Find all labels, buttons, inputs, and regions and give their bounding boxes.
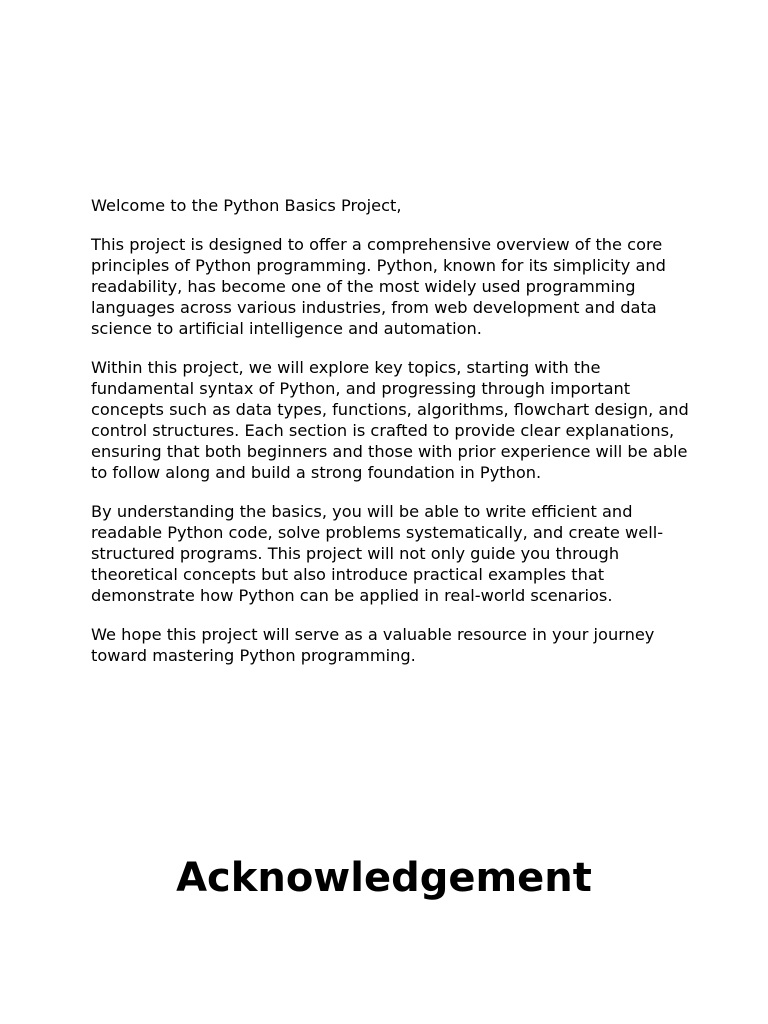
- document-body: [91, 195, 691, 684]
- topics-paragraph: Within this project, we will explore key topics, starting with the fundamental syntax of Python, and progressing through important concepts such as data types, functions, algorithms, flowchart design, and control structures. Each section is crafted to provide clear explanations, ensuring that both beginners and those with prior experience will be able to follow along and build a strong foundation in Python.: [91, 358, 689, 482]
- acknowledgement-heading: Acknowledgement: [176, 855, 592, 901]
- intro-paragraph: This project is designed to offer a comprehensive overview of the core principles of Python programming. Python, known for its simplicity and readability, has become one of the most widely used programming languages across various industries, from web development and data science to artificial intelligence and automation.: [91, 235, 666, 338]
- greeting-line: Welcome to the Python Basics Project,: [91, 196, 402, 215]
- benefits-paragraph: By understanding the basics, you will be able to write efficient and readable Python code, solve problems systematically, and create well-structured programs. This project will not only guide you through theoretical concepts but also introduce practical examples that demonstrate how Python can be applied in real-world scenarios.: [91, 502, 664, 605]
- closing-paragraph: We hope this project will serve as a valuable resource in your journey toward mastering Python programming.: [91, 625, 655, 665]
